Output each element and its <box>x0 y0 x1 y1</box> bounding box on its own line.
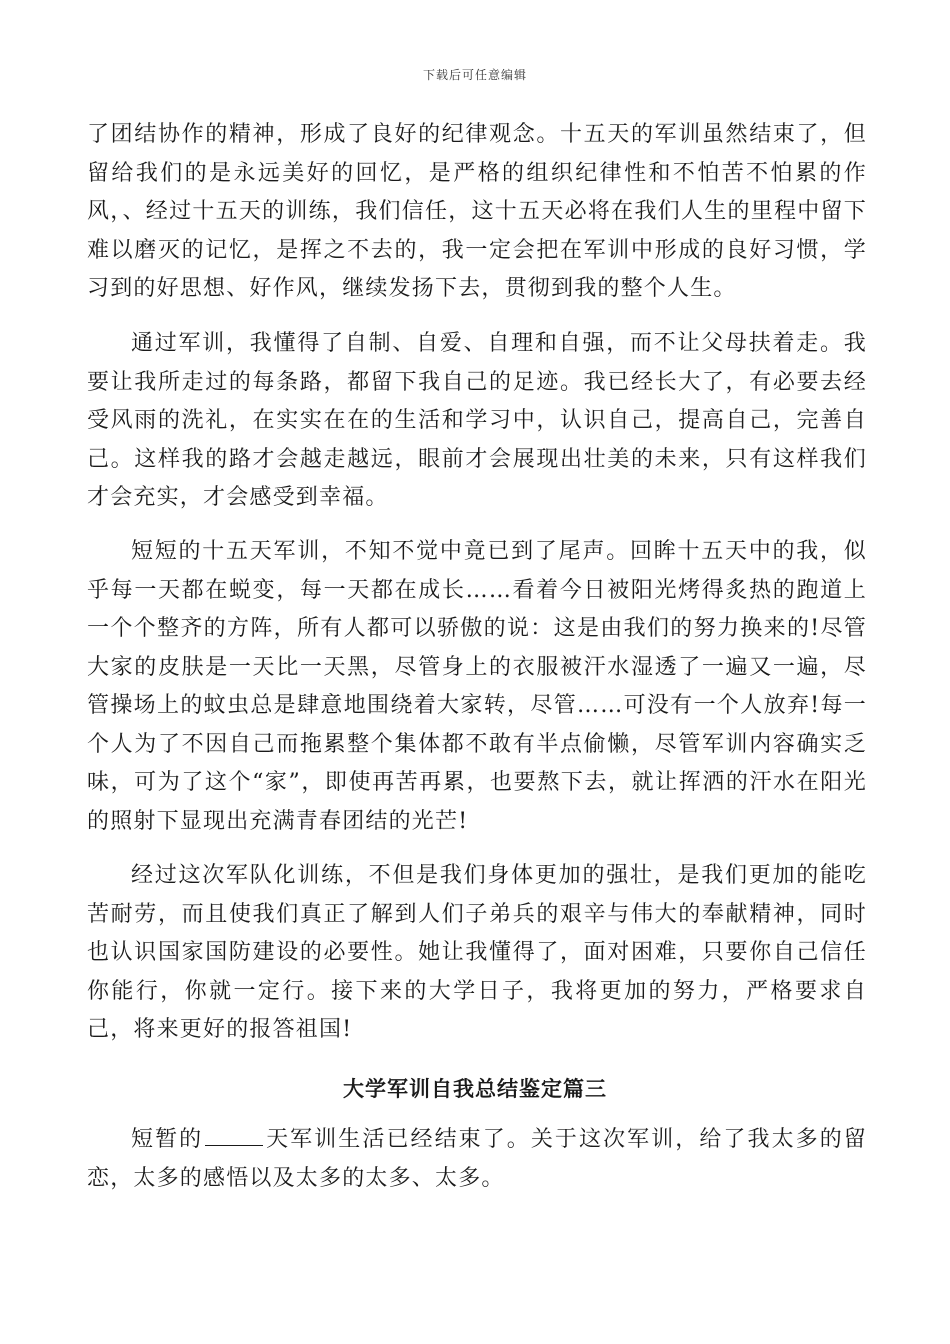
fill-in-blank-line <box>205 1123 263 1146</box>
paragraph-2: 通过军训，我懂得了自制、自爱、自理和自强，而不让父母扶着走。我要让我所走过的每条路，都留下我自己的足迹。我已经长大了，有必要去经受风雨的洗礼，在实实在在的生活和学习中，认识自己，提高自己，完善自己。这样我的路才会越走越远，眼前才会展现出壮美的未来，只有这样我们才会充实，才会感受到幸福。 <box>87 331 867 510</box>
section-intro-paragraph <box>87 1121 867 1198</box>
header-note: 下载后可任意编辑 <box>422 68 527 82</box>
paragraph-3: 短短的十五天军训，不知不觉中竟已到了尾声。回眸十五天中的我，似乎每一天都在蜕变，每一天都在成长……看着今日被阳光烤得炙热的跑道上一个个整齐的方阵，所有人都可以骄傲的说：这是由我们的努力换来的!尽管大家的皮肤是一天比一天黑，尽管身上的衣服被汗水湿透了一遍又一遍，尽管操场上的蚊虫总是肆意地围绕着大家转，尽管……可没有一个人放弃!每一个人为了不因自己而拖累整个集体都不敢有半点偷懒，尽管军训内容确实乏味，可为了这个“家”，即使再苦再累，也要熬下去，就让挥洒的汗水在阳光的照射下显现出充满青春团结的光芒! <box>87 539 867 834</box>
paragraph-4: 经过这次军队化训练，不但是我们身体更加的强壮，是我们更加的能吃苦耐劳，而且使我们真正了解到人们子弟兵的艰辛与伟大的奉献精神，同时也认识国家国防建设的必要性。她让我懂得了，面对困难，只要你自己信任你能行，你就一定行。接下来的大学日子，我将更加的努力，严格要求自己，将来更好的报答祖国! <box>87 863 867 1042</box>
intro-text-start: 短暂的 <box>131 1127 204 1152</box>
paragraph-1: 了团结协作的精神，形成了良好的纪律观念。十五天的军训虽然结束了，但留给我们的是永远美好的回忆，是严格的组织纪律性和不怕苦不怕累的作风，、经过十五天的训练，我们信任，这十五天必将在我们人生的里程中留下难以磨灭的记忆，是挥之不去的，我一定会把在军训中形成的良好习惯，学习到的好思想、好作风，继续发扬下去，贯彻到我的整个人生。 <box>87 122 867 301</box>
section-title: 大学军训自我总结鉴定篇三 <box>343 1077 607 1101</box>
intro-text-end: 天军训生活已经结束了。关于这次军训，给了我太多的留恋，太多的感悟以及太多的太多、太多。 <box>87 1127 867 1191</box>
